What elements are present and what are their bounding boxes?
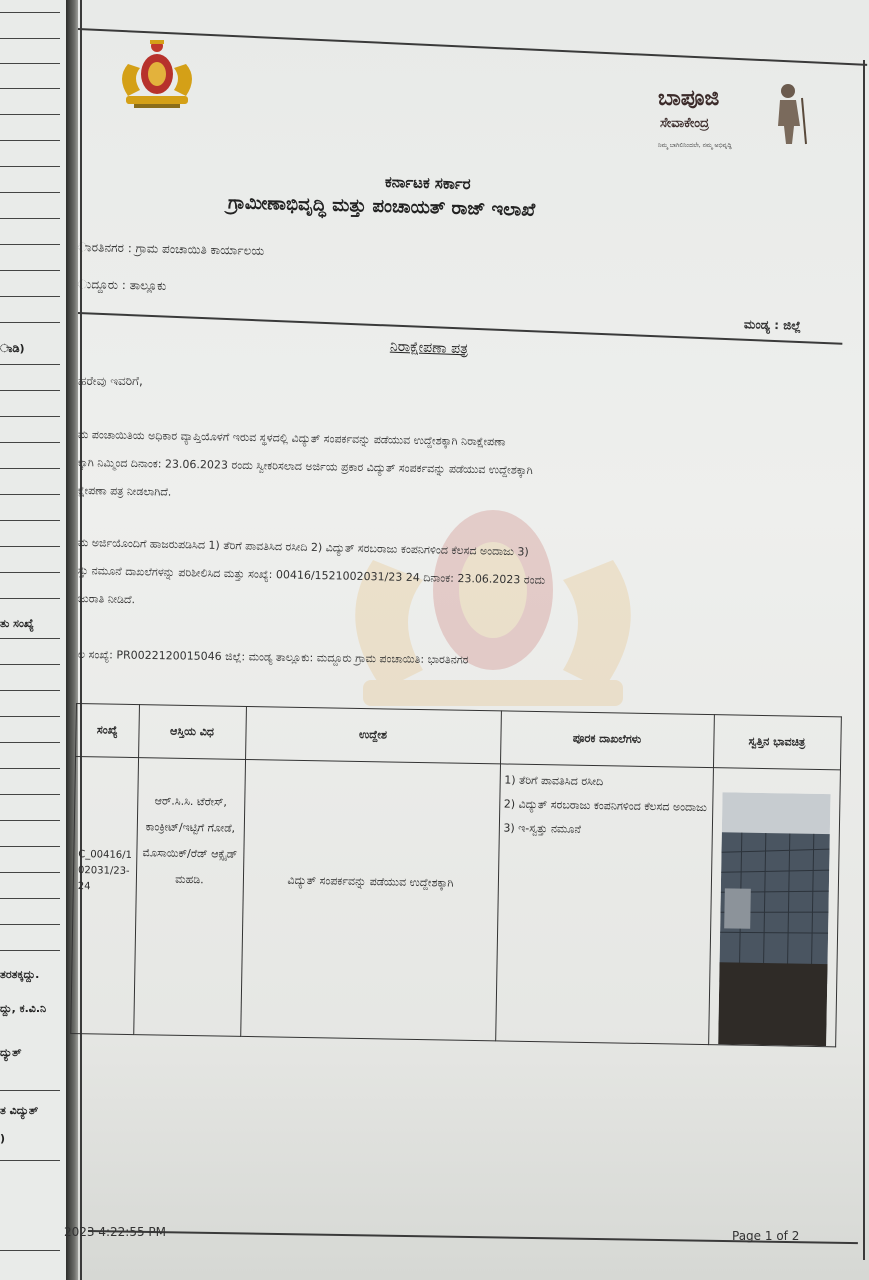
- frame-right-line: [863, 60, 865, 1260]
- paragraph-1-line-3: ಕ್ಷೇಪಣಾ ಪತ್ರ ನೀಡಲಾಗಿದೆ.: [77, 484, 172, 499]
- cell-documents: [495, 764, 713, 1045]
- frame-left-line: [80, 0, 82, 1280]
- district-line: ಮಂಡ್ಯ : ಜಿಲ್ಲೆ: [743, 317, 802, 333]
- bapuji-tagline: ನಿಮ್ಮ ಬಾಗಿಲಿನಿಂದಲೇ, ನಮ್ಮ ಅಭಿವೃದ್ಧಿ: [658, 142, 732, 149]
- gandhi-silhouette-icon: [766, 82, 812, 146]
- cell-photo: [708, 768, 840, 1047]
- property-type: ಆರ್.ಸಿ.ಸಿ. ಟೆರೇಸ್, ಕಾಂಕ್ರೀಟ್/ಇಟ್ಟಿಗೆ ಗೋಡೆ, ಮೊಸಾಯಿಕ್/ರೆಡ್ ಆಕ್ಸೈಡ್ ಮಹಡಿ.: [142, 794, 238, 887]
- left-fragment: ತರತಕ್ಕದ್ದು.: [0, 968, 40, 981]
- paragraph-2-line-1: ಮ ಅರ್ಜಿಯೊಂದಿಗೆ ಹಾಜರುಪಡಿಸಿದ 1) ತೆರಿಗೆ ಪಾವತಿಸಿದ ರಸೀದಿ 2) ವಿದ್ಯುತ್ ಸರಬರಾಜು ಕಂಪನಿಗಳಿಂದ ಕೆಲಸದ ಅಂದಾಜು 3): [77, 536, 529, 559]
- left-page-edge: [0, 0, 68, 1280]
- office-line: ಾರತಿನಗರ : ಗ್ರಾಮ ಪಂಚಾಯಿತಿ ಕಾರ್ಯಾಲಯ: [77, 240, 265, 258]
- government-name: ಕರ್ನಾಟಕ ಸರ್ಕಾರ: [384, 172, 471, 194]
- print-timestamp: 2023 4:22:55 PM: [64, 1225, 167, 1239]
- bapuji-logo: [658, 86, 818, 166]
- bapuji-title: ಬಾಪೂಜಿ: [658, 86, 720, 111]
- column-header: ಉದ್ದೇಶ: [245, 706, 501, 763]
- document-item: 3) ಇ-ಸ್ವತ್ತು ನಮೂನೆ: [503, 821, 582, 836]
- record-number: C_00416/1 02031/23- 24: [77, 849, 132, 893]
- table-row: [71, 757, 840, 1047]
- paragraph-1-line-1: ಮ ಪಂಚಾಯಿತಿಯ ಅಧಿಕಾರ ವ್ಯಾಪ್ತಿಯೊಳಗೆ ಇರುವ ಸ್ಥಳದಲ್ಲಿ ವಿದ್ಯುತ್ ಸಂಪರ್ಕವನ್ನು ಪಡೆಯುವ ಉದ್ದೇಶಕ್ಕಾಗಿ ನಿರಾಕ್ಷೇಪಣಾ: [77, 428, 506, 449]
- left-fragment: ಾಡಿ): [0, 342, 25, 355]
- cell-purpose: [240, 759, 500, 1040]
- salutation: ಹರೇವು ಇವರಿಗೆ,: [78, 374, 143, 388]
- cell-property-type: [133, 758, 245, 1037]
- property-id-line: ಲ ಸಂಖ್ಯೆ: PR0022120015046 ಜಿಲ್ಲೆ: ಮಂಡ್ಯ ತಾಲ್ಲೂಕು: ಮದ್ದೂರು ಗ್ರಾಮ ಪಂಚಾಯಿತಿ: ಭಾರತಿನಗರ: [77, 648, 469, 667]
- purpose: ವಿದ್ಯುತ್ ಸಂಪರ್ಕವನ್ನು ಪಡೆಯುವ ಉದ್ದೇಶಕ್ಕಾಗಿ: [287, 873, 454, 890]
- document-page: [78, 0, 869, 1280]
- paragraph-2-line-3: ಜುರಾತಿ ನೀಡಿದೆ.: [77, 592, 136, 607]
- bapuji-subtitle: ಸೇವಾಕೇಂದ್ರ: [660, 116, 709, 131]
- paragraph-1-line-2: ಕ್ಕಾಗಿ ನಿಮ್ಮಿಂದ ದಿನಾಂಕ: 23.06.2023 ರಂದು ಸ್ವೀಕರಿಸಲಾದ ಅರ್ಜಿಯ ಪ್ರಕಾರ ವಿದ್ಯುತ್ ಸಂಪರ್ಕವನ್ನು ಪಡೆಯುವ ಉದ್ದೇಶಕ್ಕಾಗಿ: [77, 456, 533, 477]
- document-item: 1) ತೆರಿಗೆ ಪಾವತಿಸಿದ ರಸೀದಿ: [504, 773, 604, 789]
- left-fragment: ದ್ಯುತ್: [0, 1046, 22, 1059]
- column-header: ಸ್ವತ್ತಿನ ಭಾವಚಿತ್ರ: [713, 715, 841, 770]
- taluk-line: ುದ್ದೂರು : ತಾಲ್ಲೂಕು: [77, 277, 167, 293]
- document-item: 2) ವಿದ್ಯುತ್ ಸರಬರಾಜು ಕಂಪನಿಗಳಿಂದ ಕೆಲಸದ ಅಂದಾಜು: [503, 797, 708, 815]
- left-fragment: ತ ವಿದ್ಯುತ್: [0, 1104, 39, 1117]
- karnataka-emblem-icon: [110, 34, 204, 112]
- cell-number: [71, 757, 138, 1035]
- department-name: ಗ್ರಾಮೀಣಾಭಿವೃದ್ಧಿ ಮತ್ತು ಪಂಚಾಯತ್ ರಾಜ್ ಇಲಾಖೆ: [227, 192, 536, 221]
- left-fragment: ದ್ದು, ಕ.ವಿ.ನಿ: [0, 1002, 47, 1015]
- header-divider: [78, 312, 842, 345]
- page-number: Page 1 of 2: [732, 1229, 800, 1243]
- document-title: ನಿರಾಕ್ಷೇಪಣಾ ಪತ್ರ: [389, 338, 469, 358]
- left-fragment: ): [0, 1132, 6, 1145]
- property-table: [70, 703, 841, 1047]
- column-header: ಆಸ್ತಿಯ ವಿಧ: [138, 705, 246, 760]
- emblem-watermark: [313, 480, 673, 720]
- column-header: ಪೂರಕ ದಾಖಲೆಗಳು: [500, 711, 714, 768]
- paragraph-2-line-2: ಸ್ತು ನಮೂನೆ ದಾಖಲೆಗಳನ್ನು ಪರಿಶೀಲಿಸಿದ ಮತ್ತು ಸಂಖ್ಯೆ: 00416/1521002031/23 24 ದಿನಾಂಕ: 23.06.2023 ರಂದು: [77, 564, 546, 587]
- column-header: ಸಂಖ್ಯೆ: [76, 704, 139, 758]
- property-photo: [718, 792, 830, 1046]
- left-fragment: ತು ಸಂಖ್ಯೆ: [0, 617, 34, 630]
